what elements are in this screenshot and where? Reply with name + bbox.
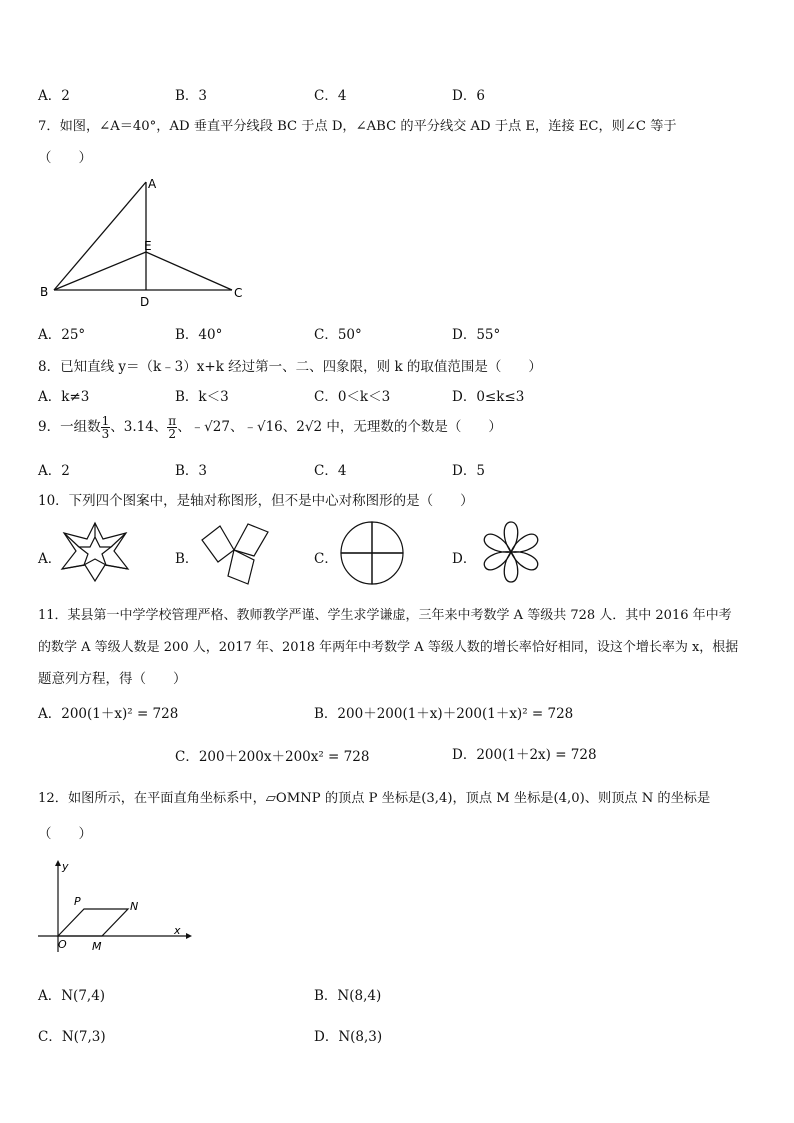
q12-paren: （ ） xyxy=(38,826,92,842)
q9-text xyxy=(38,410,502,444)
q7-label-a: A xyxy=(148,177,157,191)
q11-option-b: B．200＋200(1＋x)＋200(1＋x)² = 728 xyxy=(314,706,574,722)
q11-line2: 的数学 A 等级人数是 200 人，2017 年、2018 年两年中考数学 A 等级人数的增长率恰好相同，设这个增长率为 x，根据 xyxy=(38,640,739,655)
q12-option-d: D．N(8,3) xyxy=(314,1029,383,1045)
q12-coordinate-figure xyxy=(36,858,192,954)
q8-text: 8．已知直线 y＝（k﹣3）x+k 经过第一、二、四象限，则 k 的取值范围是（ ） xyxy=(38,359,542,375)
q6-option-c: C．4 xyxy=(314,88,347,104)
q9-option-c: C．4 xyxy=(314,463,347,479)
q10-figure-d-flower-icon xyxy=(476,516,546,588)
q12-text: 12．如图所示，在平面直角坐标系中，▱OMNP 的顶点 P 坐标是(3,4)，顶点 M 坐标是(4,0)、则顶点 N 的坐标是 xyxy=(38,791,711,806)
q7-paren: （ ） xyxy=(38,150,92,166)
q8-option-c: C．0＜k＜3 xyxy=(314,389,391,405)
q12-parallelogram xyxy=(58,909,128,936)
q9-mid2: 、﹣√27、﹣√16、2√2 中，无理数的个数是（ ） xyxy=(177,419,502,435)
q9-option-a: A．2 xyxy=(38,463,70,479)
q11-option-c: C．200＋200x＋200x² = 728 xyxy=(175,749,370,765)
q12-label-x: x xyxy=(174,924,181,937)
q10-text: 10．下列四个图案中，是轴对称图形，但不是中心对称图形的是（ ） xyxy=(38,493,474,509)
q10-figure-a-star-icon xyxy=(58,519,132,585)
q11-option-d: D．200(1＋2x) = 728 xyxy=(452,747,597,763)
q9-mid1: 、3.14、 xyxy=(110,419,168,435)
q7-option-b: B．40° xyxy=(175,327,223,343)
q9-fraction-pi-half: $\frac{\pi}{2}$ xyxy=(168,414,177,441)
q12-option-b: B．N(8,4) xyxy=(314,988,382,1004)
q10-figure-b-three-rhombus-icon xyxy=(198,518,272,586)
q8-option-d: D．0≤k≤3 xyxy=(452,389,525,405)
q7-label-e: E xyxy=(144,239,152,253)
q11-line3: 题意列方程，得（ ） xyxy=(38,671,187,687)
q7-line-ba xyxy=(54,182,146,290)
q9-option-b: B．3 xyxy=(175,463,208,479)
q12-label-m: M xyxy=(92,940,102,953)
q10-option-b-label: B． xyxy=(175,551,199,567)
q9-option-d: D．5 xyxy=(452,463,485,479)
q7-option-d: D．55° xyxy=(452,327,501,343)
q7-label-d: D xyxy=(140,295,150,309)
q9-fraction-one-third: $\frac{1}{3}$ xyxy=(101,414,110,441)
q12-label-n: N xyxy=(130,900,139,913)
q7-option-c: C．50° xyxy=(314,327,362,343)
q10-figure-c-pinwheel-icon xyxy=(336,518,410,588)
q7-line-ec xyxy=(146,252,232,290)
q8-option-b: B．k＜3 xyxy=(175,389,229,405)
q7-triangle-figure xyxy=(36,172,256,312)
q7-label-b: B xyxy=(40,285,49,299)
q6-option-a: A．2 xyxy=(38,88,70,104)
q10-option-a-label: A． xyxy=(38,551,62,567)
q12-label-y: y xyxy=(62,860,69,873)
q6-option-b: B．3 xyxy=(175,88,208,104)
q12-option-c: C．N(7,3) xyxy=(38,1029,106,1045)
q7-line-be xyxy=(54,252,146,290)
q8-option-a: A．k≠3 xyxy=(38,389,90,405)
q7-label-c: C xyxy=(234,286,243,300)
q6-option-d: D．6 xyxy=(452,88,485,104)
q10-option-d-label: D． xyxy=(452,551,477,567)
q10-option-c-label: C． xyxy=(314,551,338,567)
q11-option-a: A．200(1＋x)² = 728 xyxy=(38,706,179,722)
q9-prefix: 9．一组数 xyxy=(38,419,101,435)
q11-line1: 11．某县第一中学学校管理严格、教师教学严谨、学生求学谦虚，三年来中考数学 A 等级共 728 人．其中 2016 年中考 xyxy=(38,608,732,623)
q12-label-o: O xyxy=(58,938,67,951)
q12-label-p: P xyxy=(74,895,81,908)
q7-option-a: A．25° xyxy=(38,327,86,343)
q12-option-a: A．N(7,4) xyxy=(38,988,106,1004)
q7-text: 7．如图，∠A＝40°，AD 垂直平分线段 BC 于点 D，∠ABC 的平分线交 AD 于点 E，连接 EC，则∠C 等于 xyxy=(38,119,677,134)
